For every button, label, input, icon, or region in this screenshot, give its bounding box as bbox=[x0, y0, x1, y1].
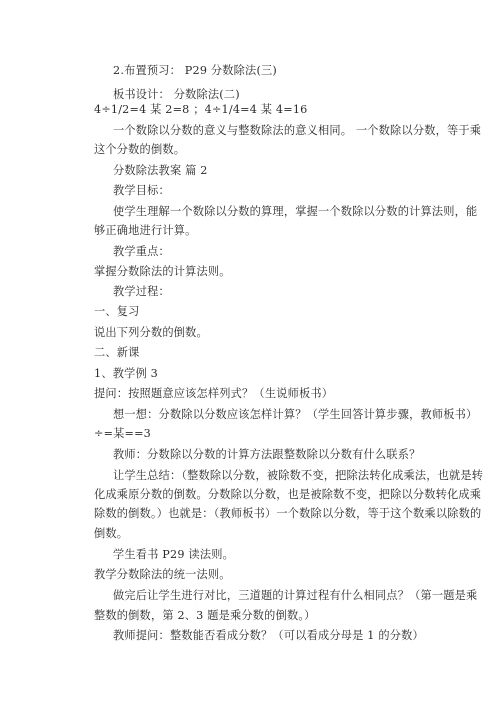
paragraph-line: 除数的倒数。）也就是：（教师板书）一个数除以分数，等于这个数乘以除数的 bbox=[94, 507, 482, 520]
paragraph-line: 做完后让学生进行对比，三道题的计算过程有什么相同点？（第一题是乘 bbox=[113, 589, 478, 602]
section-title: 分数除法教案 篇 2 bbox=[113, 164, 208, 177]
paragraph-line: 说出下列分数的倒数。 bbox=[94, 326, 208, 339]
paragraph-line: 教师提问：整数能否看成分数？（可以看成分母是 1 的分数） bbox=[113, 629, 424, 642]
paragraph-line: 够正确地进行计算。 bbox=[94, 224, 197, 237]
formula-line: 4÷1/2=4 某 2=8 ；4÷1/4=4 某 4=16 bbox=[94, 103, 308, 116]
formula-line: ÷=某==3 bbox=[94, 427, 152, 440]
heading-teaching-goals: 教学目标： bbox=[113, 184, 170, 197]
paragraph-line: 化成乘原分数的倒数。分数除以分数，也是被除数不变，把除以分数转化成乘 bbox=[94, 488, 482, 501]
paragraph-line: 掌握分数除法的计算法则。 bbox=[94, 265, 231, 278]
heading-teaching-process: 教学过程： bbox=[113, 285, 170, 298]
paragraph-line: 使学生理解一个数除以分数的算理，掌握一个数除以分数的计算法则，能 bbox=[113, 205, 478, 218]
heading-review: 一、复习 bbox=[94, 305, 140, 318]
paragraph-line: 这个分数的倒数。 bbox=[94, 143, 186, 156]
paragraph-line: 整数的倒数，第 2、3 题是乘分数的倒数。） bbox=[94, 609, 316, 622]
paragraph-line: 教师：分数除以分数的计算方法跟整数除以分数有什么联系？ bbox=[113, 448, 421, 461]
paragraph-line: 提问：按照题意应该怎样列式？（生说师板书） bbox=[94, 387, 334, 400]
heading-new-lesson: 二、新课 bbox=[94, 346, 140, 359]
paragraph-line: 教学分数除法的统一法则。 bbox=[94, 568, 231, 581]
paragraph-line: 一个数除以分数的意义与整数除法的意义相同。 一个数除以分数，等于乘 bbox=[113, 124, 482, 137]
paragraph-line: 倒数。 bbox=[94, 527, 129, 540]
heading-example: 1、教学例 3 bbox=[94, 367, 158, 380]
board-design-heading: 板书设计： 分数除法(二) bbox=[113, 88, 240, 101]
paragraph-line: 想一想：分数除以分数应该怎样计算？（学生回答计算步骤，教师板书） bbox=[113, 408, 478, 421]
paragraph-line: 学生看书 P29 读法则。 bbox=[113, 548, 234, 561]
preview-assignment: 2.布置预习： P29 分数除法(三) bbox=[113, 64, 277, 77]
heading-key-points: 教学重点： bbox=[113, 245, 170, 258]
paragraph-line: 让学生总结：（整数除以分数，被除数不变，把除法转化成乘法，也就是转 bbox=[113, 469, 484, 482]
